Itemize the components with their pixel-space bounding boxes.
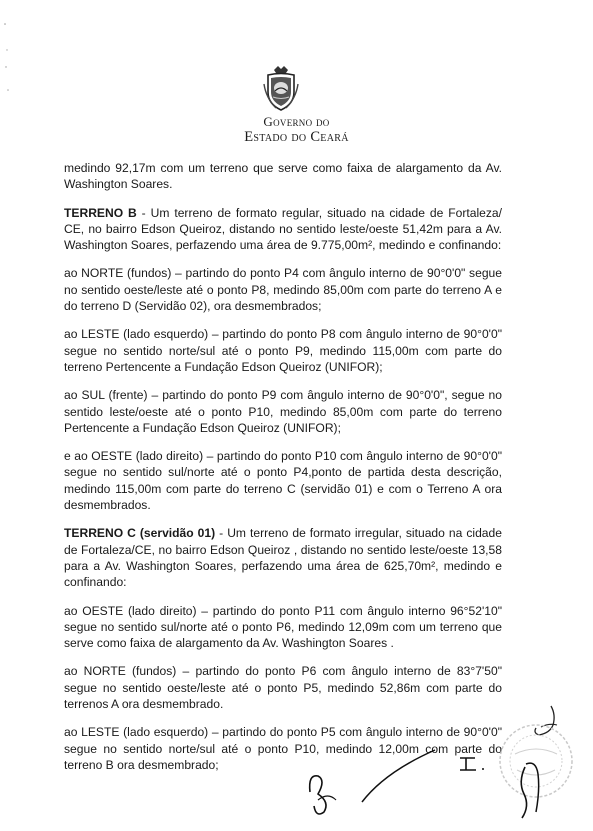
paragraph-lead: TERRENO B — [64, 205, 137, 220]
paragraph-text: ao NORTE (fundos) – partindo do ponto P4 com ângulo interno de 90°0'0" segue no sentido oeste/leste até o ponto P8, medindo 85,00m com parte do terreno A e do terreno D (Servidão 02), ora desmembrados; — [64, 266, 502, 314]
handwritten-signatures-icon — [300, 742, 590, 831]
paragraph-b-leste — [64, 326, 502, 375]
paragraph-text: - Um terreno de formato regular, situado na cidade de Fortaleza/ CE, no bairro Edson Queiroz, distando no sentido leste/oeste 51,42m para a Av. Washington Soares, perfazendo uma área de 9.775,00m², medindo e confinando: — [64, 205, 502, 253]
paragraph-b-norte — [64, 265, 502, 314]
paragraph-text: ao SUL (frente) – partindo do ponto P9 com ângulo interno de 90°0'0", segue no sentido leste/oeste até o ponto P10, medindo 85,00m com parte do terreno Pertencente a Fundação Edson Queiroz (UNIFOR); — [64, 388, 502, 435]
paragraph-text: - Um terreno de formato irregular, situado na cidade de Fortaleza/CE, no bairro Edson Queiroz , distando no sentido leste/oeste 13,58 para a Av. Washington Soares, perfazendo uma área de 625,70m², medindo e confinando: — [64, 526, 502, 590]
paragraph-c-norte — [64, 663, 502, 712]
paragraph-text: ao OESTE (lado direito) – partindo do ponto P11 com ângulo interno 96°52'10" segue no sentido sul/norte até o ponto P6, medindo 12,09m com um terreno que serve como faixa de alargamento da Av. Washington Soares . — [64, 603, 502, 651]
paragraph-text: e ao OESTE (lado direito) – partindo do ponto P10 com ângulo interno de 90°0'0" segue no sentido sul/norte até o ponto P4,ponto de partida desta descrição, medindo 115,00m com parte do terreno C (servidão 01) e com o Terreno A ora desmembrados. — [64, 449, 502, 513]
paragraph-lead: TERRENO C (servidão 01) — [64, 526, 216, 541]
paragraph-b-sul — [64, 387, 502, 436]
paragraph-terreno-c — [64, 525, 502, 590]
paragraph-1 — [64, 160, 502, 193]
state-coat-of-arms-icon — [262, 64, 300, 112]
paragraph-c-oeste — [64, 603, 502, 652]
paragraph-terreno-b — [64, 205, 502, 254]
paragraph-text: ao LESTE (lado esquerdo) – partindo do ponto P8 com ângulo interno de 90°0'0" segue no sentido norte/sul até o ponto P9, medindo 115,00m com parte do terreno Pertencente a Fundação Edson Queiroz (UNIFOR); — [64, 327, 502, 374]
paragraph-text: ao LESTE (lado esquerdo) – partindo do ponto P5 com ângulo interno de 90°0'0" segue no sentido norte/sul até o ponto P10, medindo 12,00m com parte do terreno B ora desmembrado; — [64, 725, 502, 772]
header-line-1: Governo do — [263, 114, 330, 129]
scan-edge-marks — [2, 20, 12, 110]
paragraph-text: medindo 92,17m com um terreno que serve como faixa de alargamento da Av. Washington Soares. — [64, 161, 502, 192]
document-body — [64, 160, 502, 773]
paragraph-b-oeste — [64, 448, 502, 513]
header-line-2: Estado do Ceará — [244, 129, 349, 145]
paragraph-text: ao NORTE (fundos) – partindo do ponto P6 com ângulo interno de 83°7'50" segue no sentido oeste/leste até o ponto P5, medindo 52,86m com parte do terrenos A ora desmembrado. — [64, 664, 502, 712]
